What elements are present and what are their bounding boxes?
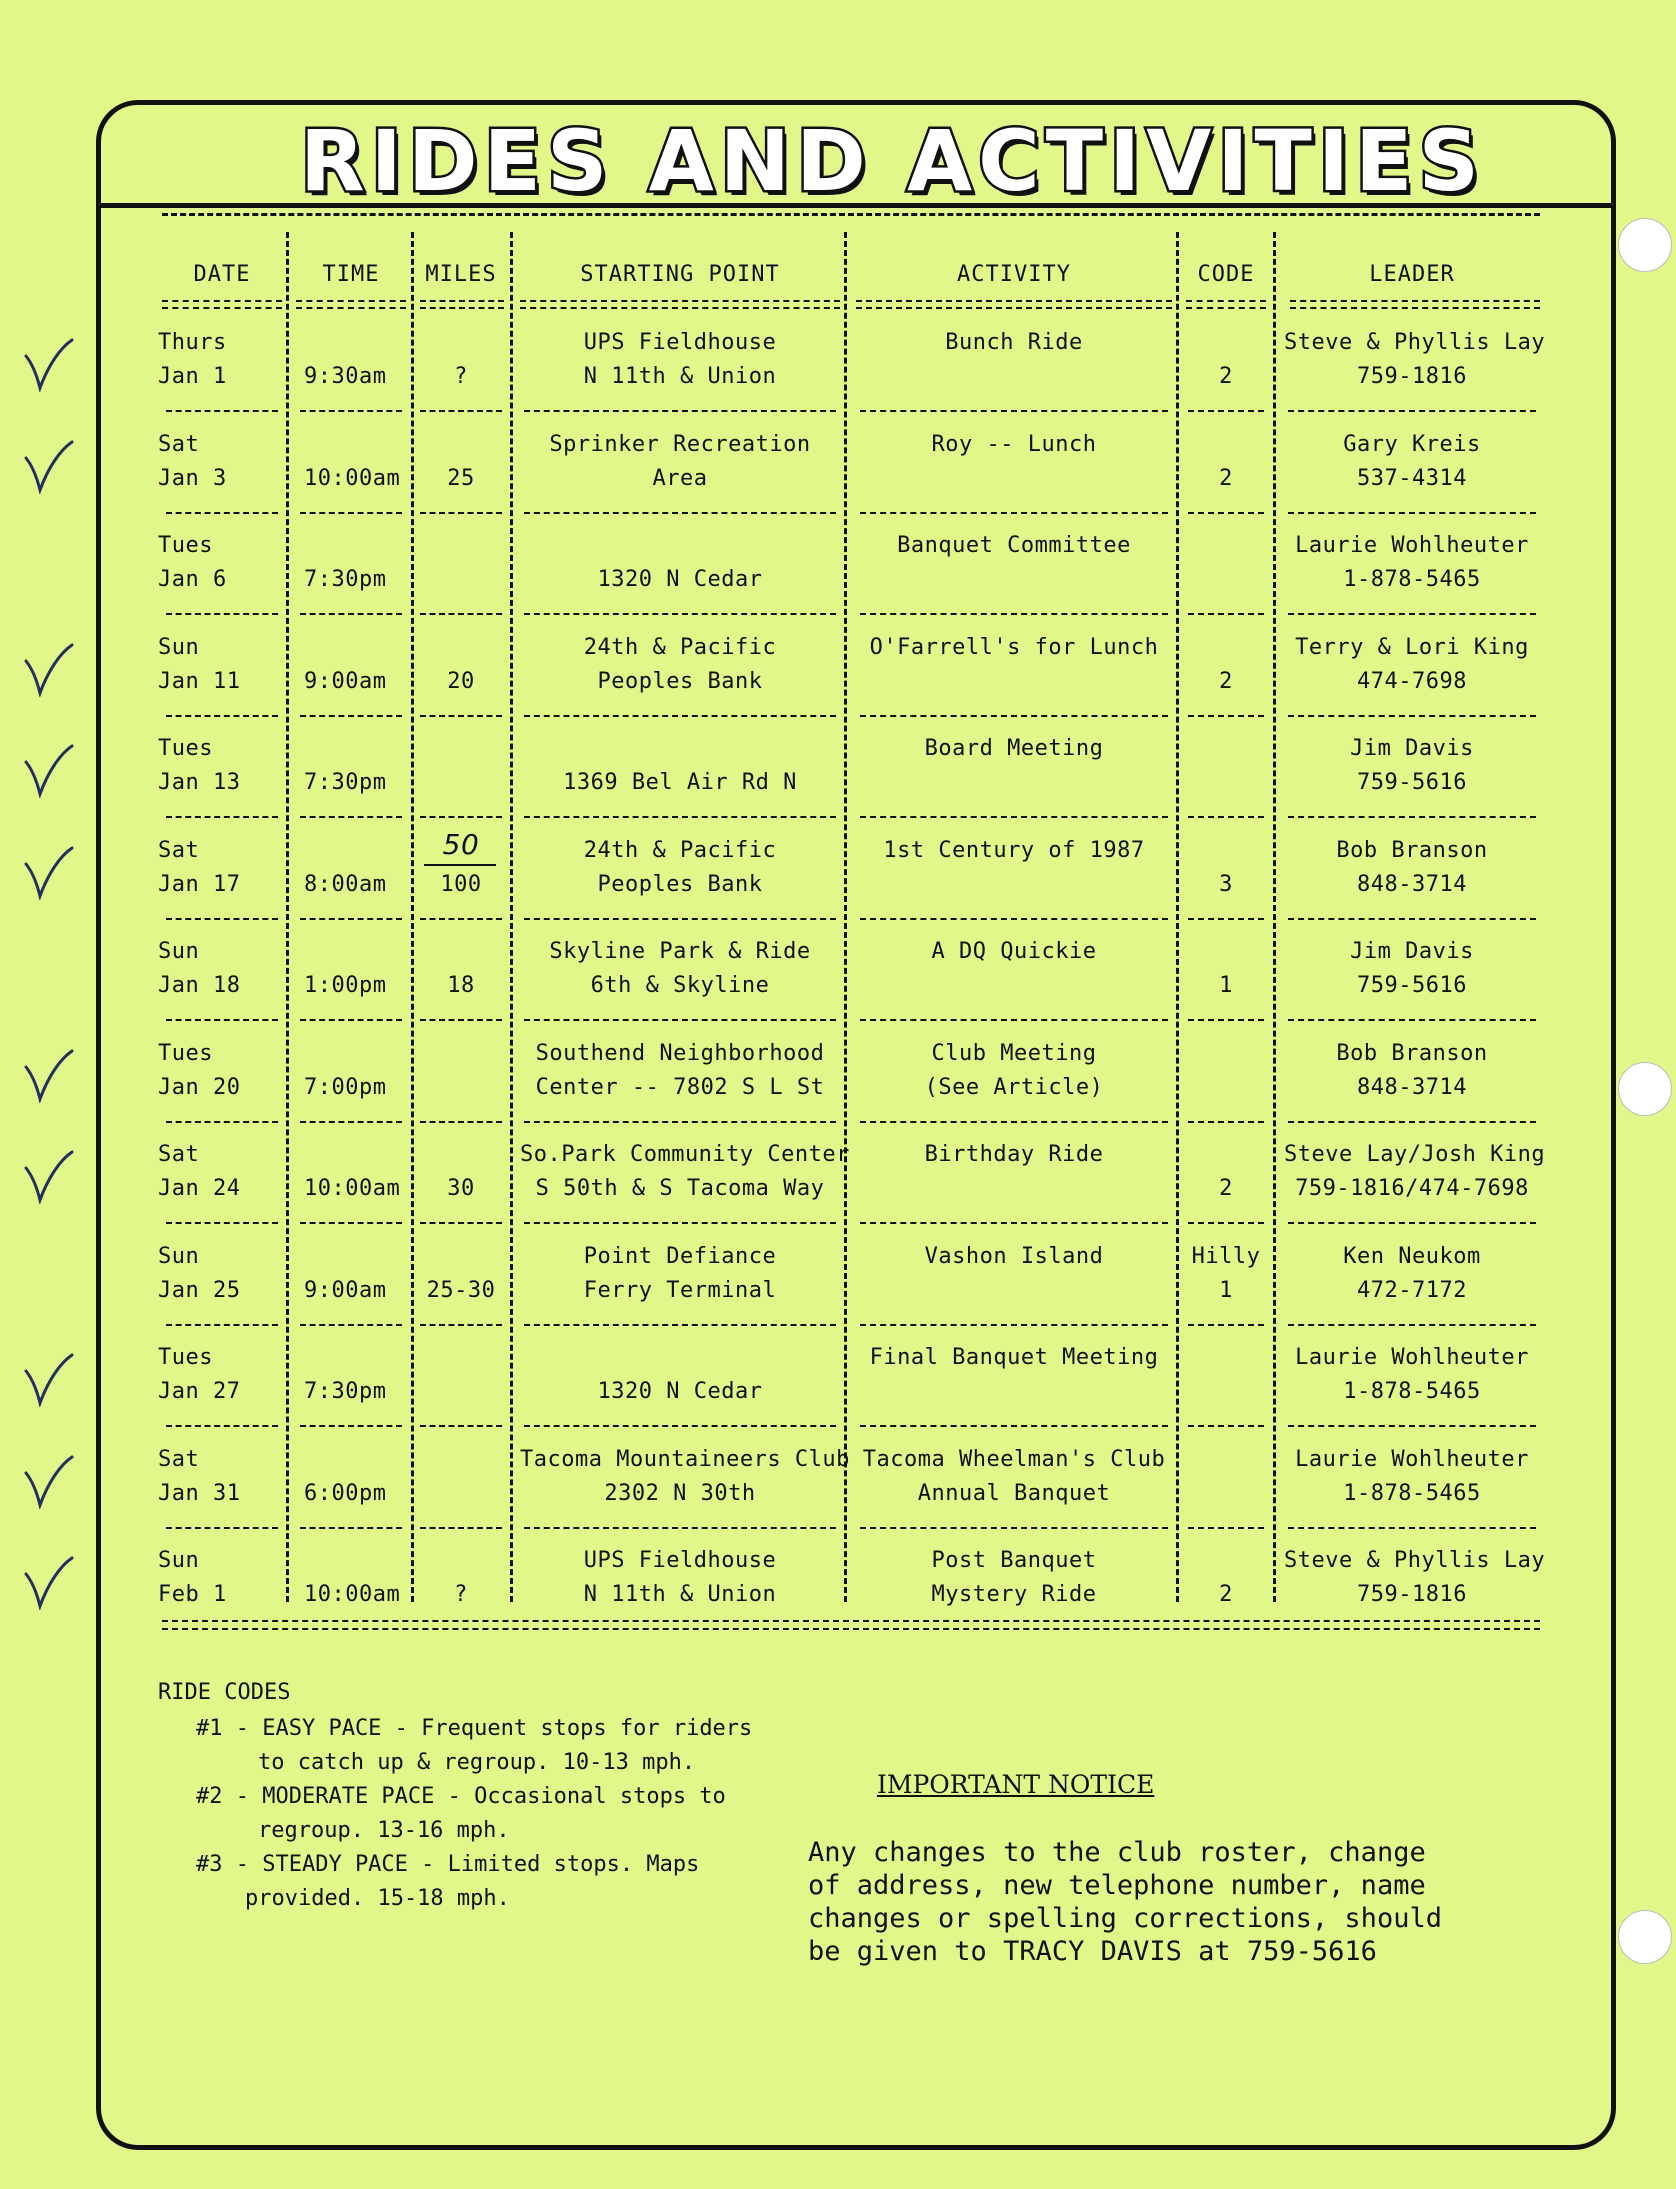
table-top-rule bbox=[162, 213, 1540, 216]
ride-leader-phone: 759-5616 bbox=[1357, 973, 1467, 998]
row-separator bbox=[1188, 816, 1264, 818]
ride-leader-name: Laurie Wohlheuter bbox=[1295, 1446, 1529, 1472]
row-separator bbox=[1188, 1121, 1264, 1123]
row-separator bbox=[1188, 613, 1264, 615]
row-separator bbox=[1188, 1019, 1264, 1021]
checkmark-icon bbox=[22, 336, 74, 392]
ride-time: 10:00am bbox=[304, 1176, 401, 1201]
ride-leader-phone: 537-4314 bbox=[1357, 465, 1467, 491]
ride-start-line1: Skyline Park & Ride bbox=[549, 939, 811, 964]
row-separator bbox=[1288, 816, 1536, 818]
ride-date: Jan 31 bbox=[158, 1480, 241, 1506]
ride-leader-name: Jim Davis bbox=[1350, 736, 1474, 761]
ride-start-line2: 1369 Bel Air Rd N bbox=[563, 770, 797, 795]
row-separator bbox=[524, 613, 836, 615]
row-separator bbox=[166, 1425, 278, 1427]
row-separator bbox=[860, 1222, 1168, 1224]
ride-date: Jan 6 bbox=[158, 567, 227, 592]
table-bottom-rule bbox=[162, 1620, 1540, 1630]
binder-hole-top bbox=[1618, 218, 1672, 272]
ride-code-line: #3 - STEADY PACE - Limited stops. Maps bbox=[196, 1852, 700, 1877]
ride-start-line1: UPS Fieldhouse bbox=[583, 330, 777, 355]
row-separator bbox=[166, 918, 278, 920]
ride-code-line2: 2 bbox=[1219, 668, 1233, 694]
row-separator bbox=[166, 1121, 278, 1123]
ride-start-line2: Peoples Bank bbox=[597, 871, 763, 897]
ride-time: 1:00pm bbox=[304, 973, 387, 998]
ride-activity-line1: Final Banquet Meeting bbox=[869, 1345, 1159, 1370]
ride-leader-name: Laurie Wohlheuter bbox=[1295, 533, 1529, 558]
row-separator bbox=[1288, 1222, 1536, 1224]
ride-leader-phone: 472-7172 bbox=[1357, 1277, 1467, 1303]
row-separator bbox=[420, 1425, 502, 1427]
row-separator bbox=[1188, 918, 1264, 920]
col-header-starting-point: STARTING POINT bbox=[580, 262, 780, 287]
ride-leader-phone: 759-1816 bbox=[1357, 364, 1467, 389]
ride-date: Feb 1 bbox=[158, 1582, 227, 1607]
checkmark-icon bbox=[22, 1351, 74, 1407]
row-separator bbox=[420, 816, 502, 818]
ride-leader-name: Laurie Wohlheuter bbox=[1295, 1345, 1529, 1370]
ride-start-line1: Southend Neighborhood bbox=[535, 1040, 825, 1066]
row-separator bbox=[1188, 512, 1264, 514]
row-separator bbox=[1188, 715, 1264, 717]
row-separator bbox=[860, 1324, 1168, 1326]
ride-time: 7:30pm bbox=[304, 1379, 387, 1404]
ride-day: Tues bbox=[158, 1345, 213, 1370]
checkmark-icon bbox=[22, 844, 74, 900]
ride-date: Jan 11 bbox=[158, 668, 241, 694]
col-divider bbox=[510, 232, 513, 1602]
row-separator bbox=[524, 1121, 836, 1123]
ride-start-line2: 6th & Skyline bbox=[590, 973, 770, 998]
checkmark-icon bbox=[22, 1148, 74, 1204]
row-separator bbox=[300, 1527, 402, 1529]
ride-day: Sun bbox=[158, 634, 200, 660]
row-separator bbox=[166, 1527, 278, 1529]
ride-day: Tues bbox=[158, 533, 213, 558]
ride-day: Sat bbox=[158, 1446, 200, 1472]
ride-code-line2: 3 bbox=[1219, 871, 1233, 897]
header-rule bbox=[420, 300, 504, 309]
ride-code-line2: 1 bbox=[1219, 1277, 1233, 1303]
ride-start-line1: So.Park Community Center bbox=[520, 1142, 850, 1167]
ride-date: Jan 27 bbox=[158, 1379, 241, 1404]
ride-activity-line2: Annual Banquet bbox=[917, 1480, 1111, 1506]
row-separator bbox=[420, 512, 502, 514]
ride-codes-heading: RIDE CODES bbox=[158, 1680, 291, 1705]
ride-start-line2: 1320 N Cedar bbox=[597, 567, 763, 592]
ride-leader-phone: 848-3714 bbox=[1357, 871, 1467, 897]
binder-hole-middle bbox=[1618, 1062, 1672, 1116]
checkmark-icon bbox=[22, 1047, 74, 1103]
ride-start-line2: N 11th & Union bbox=[583, 1582, 777, 1607]
checkmark-icon bbox=[22, 1554, 74, 1610]
ride-start-line2: 2302 N 30th bbox=[604, 1480, 756, 1506]
row-separator bbox=[860, 1019, 1168, 1021]
ride-code-line: #1 - EASY PACE - Frequent stops for riders bbox=[196, 1716, 753, 1741]
row-separator bbox=[300, 1019, 402, 1021]
ride-miles: 100 bbox=[440, 871, 482, 897]
ride-start-line2: S 50th & S Tacoma Way bbox=[535, 1176, 825, 1201]
ride-date: Jan 17 bbox=[158, 871, 241, 897]
row-separator bbox=[420, 1527, 502, 1529]
col-header-code: CODE bbox=[1197, 262, 1255, 287]
header-rule bbox=[1290, 300, 1540, 309]
ride-day: Sun bbox=[158, 1243, 200, 1269]
ride-start-line2: 1320 N Cedar bbox=[597, 1379, 763, 1404]
row-separator bbox=[420, 410, 502, 412]
ride-leader-name: Steve & Phyllis Lay bbox=[1284, 1548, 1546, 1573]
row-separator bbox=[420, 1222, 502, 1224]
notice-line: be given to TRACY DAVIS at 759-5616 bbox=[808, 1936, 1377, 1967]
checkmark-icon bbox=[22, 641, 74, 697]
row-separator bbox=[860, 715, 1168, 717]
ride-leader-name: Ken Neukom bbox=[1343, 1243, 1481, 1269]
ride-activity-line1: A DQ Quickie bbox=[931, 939, 1097, 964]
ride-day: Sun bbox=[158, 1548, 200, 1573]
ride-code-line: provided. 15-18 mph. bbox=[245, 1886, 510, 1911]
row-separator bbox=[300, 1425, 402, 1427]
ride-activity-line1: Vashon Island bbox=[924, 1243, 1104, 1269]
col-header-date: DATE bbox=[193, 262, 251, 287]
row-separator bbox=[1188, 410, 1264, 412]
row-separator bbox=[524, 1324, 836, 1326]
row-separator bbox=[1288, 613, 1536, 615]
ride-time: 8:00am bbox=[304, 871, 387, 897]
checkmark-icon bbox=[22, 438, 74, 494]
ride-time: 9:30am bbox=[304, 364, 387, 389]
ride-start-line1: 24th & Pacific bbox=[583, 837, 777, 863]
ride-code-line2: 2 bbox=[1219, 465, 1233, 491]
ride-start-line1: UPS Fieldhouse bbox=[583, 1548, 777, 1573]
ride-leader-phone: 1-878-5465 bbox=[1343, 1379, 1481, 1404]
row-separator bbox=[420, 1324, 502, 1326]
ride-date: Jan 1 bbox=[158, 364, 227, 389]
ride-leader-phone: 1-878-5465 bbox=[1343, 567, 1481, 592]
ride-start-line2: Center -- 7802 S L St bbox=[535, 1074, 825, 1100]
row-separator bbox=[300, 918, 402, 920]
row-separator bbox=[1188, 1324, 1264, 1326]
ride-leader-name: Bob Branson bbox=[1336, 1040, 1488, 1066]
header-rule bbox=[856, 300, 1172, 309]
ride-date: Jan 24 bbox=[158, 1176, 241, 1201]
ride-start-line2: N 11th & Union bbox=[583, 364, 777, 389]
ride-day: Tues bbox=[158, 1040, 213, 1066]
ride-leader-name: Jim Davis bbox=[1350, 939, 1474, 964]
ride-date: Jan 20 bbox=[158, 1074, 241, 1100]
row-separator bbox=[300, 816, 402, 818]
ride-start-line1: Point Defiance bbox=[583, 1243, 777, 1269]
ride-start-line2: Area bbox=[652, 465, 708, 491]
row-separator bbox=[1288, 1121, 1536, 1123]
ride-miles-note: 50 bbox=[442, 827, 480, 861]
miles-correction-line bbox=[424, 864, 496, 866]
row-separator bbox=[524, 918, 836, 920]
ride-day: Sun bbox=[158, 939, 200, 964]
ride-activity-line1: Post Banquet bbox=[931, 1548, 1097, 1573]
col-divider bbox=[1176, 232, 1179, 1602]
ride-day: Thurs bbox=[158, 330, 227, 355]
ride-code-line2: 2 bbox=[1219, 1176, 1233, 1201]
col-divider bbox=[286, 232, 289, 1602]
page-title: RIDES AND ACTIVITIES bbox=[300, 112, 1485, 210]
row-separator bbox=[300, 1324, 402, 1326]
ride-time: 9:00am bbox=[304, 1277, 387, 1303]
ride-leader-phone: 474-7698 bbox=[1357, 668, 1467, 694]
ride-date: Jan 18 bbox=[158, 973, 241, 998]
ride-miles: 18 bbox=[447, 973, 475, 998]
col-header-time: TIME bbox=[322, 262, 380, 287]
row-separator bbox=[420, 918, 502, 920]
notice-title: IMPORTANT NOTICE bbox=[877, 1770, 1155, 1799]
row-separator bbox=[1288, 410, 1536, 412]
row-separator bbox=[300, 1121, 402, 1123]
ride-leader-phone: 848-3714 bbox=[1357, 1074, 1467, 1100]
row-separator bbox=[1288, 1527, 1536, 1529]
ride-time: 10:00am bbox=[304, 465, 401, 491]
ride-miles: 25 bbox=[447, 465, 475, 491]
ride-start-line2: Ferry Terminal bbox=[583, 1277, 777, 1303]
ride-code-line2: 1 bbox=[1219, 973, 1233, 998]
ride-start-line1: Sprinker Recreation bbox=[549, 431, 811, 457]
row-separator bbox=[420, 1121, 502, 1123]
ride-activity-line1: Bunch Ride bbox=[945, 330, 1083, 355]
row-separator bbox=[1188, 1527, 1264, 1529]
ride-activity-line2: Mystery Ride bbox=[931, 1582, 1097, 1607]
checkmark-icon bbox=[22, 1453, 74, 1509]
notice-body bbox=[808, 1836, 1508, 1968]
ride-activity-line1: Roy -- Lunch bbox=[931, 431, 1097, 457]
ride-miles: ? bbox=[454, 364, 468, 389]
ride-time: 10:00am bbox=[304, 1582, 401, 1607]
row-separator bbox=[524, 715, 836, 717]
ride-leader-name: Bob Branson bbox=[1336, 837, 1488, 863]
row-separator bbox=[166, 816, 278, 818]
row-separator bbox=[166, 613, 278, 615]
row-separator bbox=[166, 1324, 278, 1326]
row-separator bbox=[1288, 1019, 1536, 1021]
ride-start-line2: Peoples Bank bbox=[597, 668, 763, 694]
row-separator bbox=[300, 715, 402, 717]
row-separator bbox=[166, 1222, 278, 1224]
row-separator bbox=[166, 715, 278, 717]
row-separator bbox=[300, 512, 402, 514]
header-rule bbox=[162, 300, 282, 309]
ride-start-line1: Tacoma Mountaineers Club bbox=[520, 1446, 850, 1472]
ride-time: 6:00pm bbox=[304, 1480, 387, 1506]
row-separator bbox=[1188, 1425, 1264, 1427]
ride-leader-name: Steve Lay/Josh King bbox=[1284, 1142, 1546, 1167]
row-separator bbox=[1288, 512, 1536, 514]
row-separator bbox=[860, 1425, 1168, 1427]
ride-leader-name: Steve & Phyllis Lay bbox=[1284, 330, 1546, 355]
row-separator bbox=[420, 613, 502, 615]
row-separator bbox=[1288, 1425, 1536, 1427]
ride-date: Jan 3 bbox=[158, 465, 227, 491]
row-separator bbox=[860, 918, 1168, 920]
ride-time: 7:30pm bbox=[304, 770, 387, 795]
row-separator bbox=[860, 512, 1168, 514]
ride-miles: 30 bbox=[447, 1176, 475, 1201]
ride-activity-line1: Board Meeting bbox=[924, 736, 1104, 761]
checkmark-icon bbox=[22, 742, 74, 798]
ride-code-line1: Hilly bbox=[1191, 1243, 1261, 1269]
ride-code-line2: 2 bbox=[1219, 364, 1233, 389]
row-separator bbox=[300, 410, 402, 412]
ride-day: Sat bbox=[158, 1142, 200, 1167]
ride-activity-line1: 1st Century of 1987 bbox=[883, 837, 1145, 863]
row-separator bbox=[420, 1019, 502, 1021]
ride-miles: 25-30 bbox=[426, 1277, 496, 1303]
row-separator bbox=[420, 715, 502, 717]
row-separator bbox=[524, 1527, 836, 1529]
header-rule bbox=[1186, 300, 1266, 309]
row-separator bbox=[524, 816, 836, 818]
ride-code-line: #2 - MODERATE PACE - Occasional stops to bbox=[196, 1784, 726, 1809]
row-separator bbox=[524, 512, 836, 514]
ride-time: 7:00pm bbox=[304, 1074, 387, 1100]
ride-code-line2: 2 bbox=[1219, 1582, 1233, 1607]
ride-date: Jan 25 bbox=[158, 1277, 241, 1303]
col-header-activity: ACTIVITY bbox=[957, 262, 1071, 287]
ride-day: Sat bbox=[158, 431, 200, 457]
ride-activity-line1: Tacoma Wheelman's Club bbox=[862, 1446, 1166, 1472]
row-separator bbox=[300, 613, 402, 615]
notice-line: of address, new telephone number, name bbox=[808, 1870, 1426, 1901]
ride-activity-line1: Club Meeting bbox=[931, 1040, 1097, 1066]
ride-code-line: to catch up & regroup. 10-13 mph. bbox=[258, 1750, 696, 1775]
ride-activity-line1: Birthday Ride bbox=[924, 1142, 1104, 1167]
ride-start-line1: 24th & Pacific bbox=[583, 634, 777, 660]
header-rule bbox=[296, 300, 406, 309]
row-separator bbox=[166, 410, 278, 412]
col-header-leader: LEADER bbox=[1369, 262, 1455, 287]
binder-hole-bottom bbox=[1618, 1910, 1672, 1964]
ride-leader-phone: 759-1816 bbox=[1357, 1582, 1467, 1607]
row-separator bbox=[1188, 1222, 1264, 1224]
ride-day: Tues bbox=[158, 736, 213, 761]
row-separator bbox=[524, 1425, 836, 1427]
row-separator bbox=[524, 1222, 836, 1224]
row-separator bbox=[524, 1019, 836, 1021]
row-separator bbox=[860, 816, 1168, 818]
ride-miles: 20 bbox=[447, 668, 475, 694]
col-divider bbox=[1273, 232, 1276, 1602]
ride-time: 9:00am bbox=[304, 668, 387, 694]
row-separator bbox=[166, 1019, 278, 1021]
row-separator bbox=[860, 613, 1168, 615]
ride-activity-line1: Banquet Committee bbox=[897, 533, 1131, 558]
ride-leader-phone: 759-5616 bbox=[1357, 770, 1467, 795]
ride-day: Sat bbox=[158, 837, 200, 863]
row-separator bbox=[1288, 918, 1536, 920]
ride-activity-line1: O'Farrell's for Lunch bbox=[869, 634, 1159, 660]
row-separator bbox=[860, 1121, 1168, 1123]
ride-leader-name: Gary Kreis bbox=[1343, 431, 1481, 457]
ride-activity-line2: (See Article) bbox=[924, 1074, 1104, 1100]
ride-code-line: regroup. 13-16 mph. bbox=[258, 1818, 510, 1843]
ride-miles: ? bbox=[454, 1582, 468, 1607]
notice-line: Any changes to the club roster, change bbox=[808, 1837, 1426, 1868]
col-header-miles: MILES bbox=[425, 262, 497, 287]
row-separator bbox=[860, 410, 1168, 412]
ride-leader-phone: 759-1816/474-7698 bbox=[1295, 1176, 1529, 1201]
ride-time: 7:30pm bbox=[304, 567, 387, 592]
ride-leader-name: Terry & Lori King bbox=[1295, 634, 1529, 660]
ride-date: Jan 13 bbox=[158, 770, 241, 795]
row-separator bbox=[1288, 715, 1536, 717]
ride-leader-phone: 1-878-5465 bbox=[1343, 1480, 1481, 1506]
row-separator bbox=[1288, 1324, 1536, 1326]
col-divider bbox=[844, 232, 847, 1602]
row-separator bbox=[166, 512, 278, 514]
row-separator bbox=[524, 410, 836, 412]
notice-line: changes or spelling corrections, should bbox=[808, 1903, 1442, 1934]
row-separator bbox=[300, 1222, 402, 1224]
header-rule bbox=[520, 300, 840, 309]
row-separator bbox=[860, 1527, 1168, 1529]
